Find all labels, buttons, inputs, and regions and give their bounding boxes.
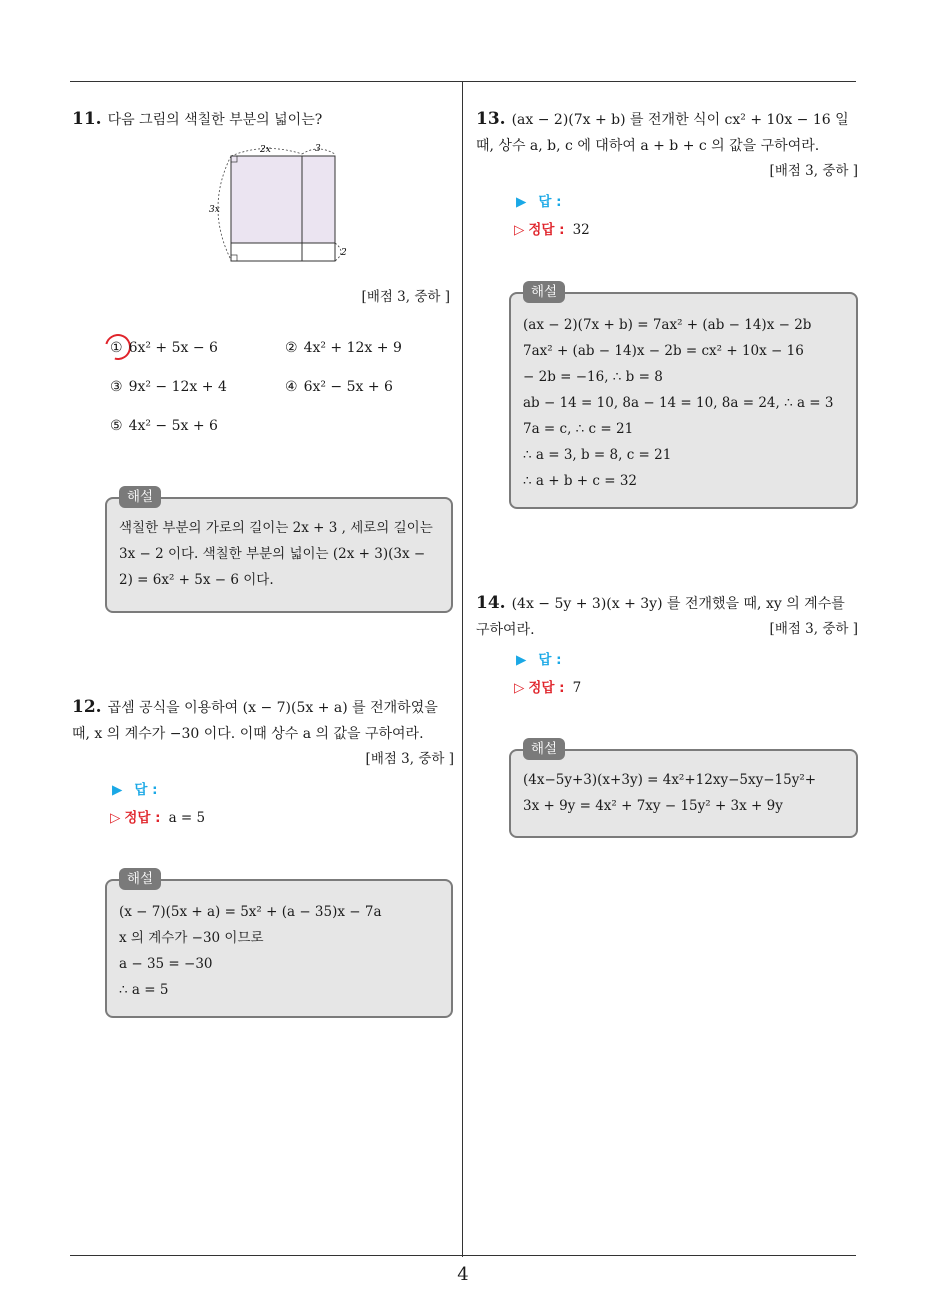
correct-answer-row (110, 806, 205, 826)
answer-label: 답 : (134, 782, 158, 798)
question-13 (476, 106, 860, 159)
question-number: 13. (476, 109, 506, 129)
correct-triangle-icon: ▷ (514, 680, 525, 696)
solution-line: ∴ a + b + c = 32 (523, 473, 637, 489)
column-divider (462, 82, 463, 1257)
question-number: 14. (476, 593, 506, 613)
answer-row (516, 648, 562, 668)
solution-line: x 의 계수가 −30 이므로 (119, 930, 264, 946)
question-text: 다음 그림의 색칠한 부분의 넓이는? (107, 112, 323, 128)
question-text: 곱셈 공식을 이용하여 (x − 7)(5x + a) 를 전개하였을 때, x 의 계수가 −30 이다. 이때 상수 a 의 값을 구하여라. (72, 700, 438, 742)
choice-mark: ⑤ (110, 418, 123, 434)
choice-mark: ④ (285, 379, 298, 395)
correct-triangle-icon: ▷ (110, 810, 121, 826)
solution-line: (x − 7)(5x + a) = 5x² + (a − 35)x − 7a (119, 904, 382, 920)
correct-value: 32 (572, 222, 590, 238)
figure-label-2: 2 (341, 248, 347, 258)
header-rule (70, 81, 856, 82)
answer-triangle-icon: ▶ (516, 194, 527, 210)
figure-rectangle (205, 140, 355, 265)
question-text: (ax − 2)(7x + b) 를 전개한 식이 cx² + 10x − 16 일 때, 상수 a, b, c 에 대하여 a + b + c 의 값을 구하여라. (476, 112, 849, 154)
page-number: 4 (457, 1264, 469, 1285)
solution-tag: 해설 (119, 868, 161, 890)
solution-line: 7ax² + (ab − 14)x − 2b = cx² + 10x − 16 (523, 343, 804, 359)
choice-4[interactable] (285, 379, 393, 395)
question-12 (72, 694, 456, 747)
solution-line: ∴ a = 3, b = 8, c = 21 (523, 447, 672, 463)
solution-tag: 해설 (523, 281, 565, 303)
solution-text: 색칠한 부분의 가로의 길이는 2x + 3 , 세로의 길이는 3x − 2 이다. 색칠한 부분의 넓이는 (2x + 3)(3x − 2) = 6x² + 5x − 6 이다. (119, 520, 433, 588)
choice-3[interactable] (110, 379, 227, 395)
figure-label-3x: 3x (209, 205, 220, 215)
solution-box (509, 749, 858, 838)
solution-line: (ax − 2)(7x + b) = 7ax² + (ab − 14)x − 2b (523, 317, 812, 333)
points-label: [배점 3, 중하 ] (769, 163, 858, 179)
correct-answer-row (514, 218, 590, 238)
answer-triangle-icon: ▶ (516, 652, 527, 668)
solution-tag: 해설 (119, 486, 161, 508)
footer-rule (70, 1255, 856, 1256)
answer-label: 답 : (538, 194, 562, 210)
correct-label: 정답 : (528, 680, 565, 696)
correct-triangle-icon: ▷ (514, 222, 525, 238)
answer-label: 답 : (538, 652, 562, 668)
answer-triangle-icon: ▶ (112, 782, 123, 798)
solution-line: ab − 14 = 10, 8a − 14 = 10, 8a = 24, ∴ a = 3 (523, 395, 834, 411)
question-text: (4x − 5y + 3)(x + 3y) 를 전개했을 때, xy 의 계수를 구하여라. (476, 596, 845, 638)
solution-line: 7a = c, ∴ c = 21 (523, 421, 634, 437)
choice-expr: 9x² − 12x + 4 (128, 379, 227, 395)
points-label: [배점 3, 중하 ] (365, 751, 454, 767)
correct-value: 7 (572, 680, 582, 696)
solution-line: − 2b = −16, ∴ b = 8 (523, 369, 663, 385)
solution-box (105, 497, 453, 613)
figure-label-2x: 2x (260, 145, 271, 155)
answer-row (516, 190, 562, 210)
choice-expr: 4x² + 12x + 9 (303, 340, 402, 356)
choice-expr: 6x² − 5x + 6 (303, 379, 393, 395)
solution-line: a − 35 = −30 (119, 956, 213, 972)
question-11 (72, 106, 452, 133)
correct-value: a = 5 (168, 810, 206, 826)
choice-1[interactable] (110, 340, 218, 356)
points-label: [배점 3, 중하 ] (769, 621, 858, 637)
choice-2[interactable] (285, 340, 402, 356)
question-number: 12. (72, 697, 102, 717)
correct-label: 정답 : (124, 810, 161, 826)
choice-mark: ② (285, 340, 298, 356)
choice-mark: ① (110, 340, 123, 356)
choice-mark: ③ (110, 379, 123, 395)
choice-expr: 6x² + 5x − 6 (128, 340, 218, 356)
correct-answer-row (514, 676, 581, 696)
solution-line: ∴ a = 5 (119, 982, 169, 998)
choice-expr: 4x² − 5x + 6 (128, 418, 218, 434)
solution-line: (4x−5y+3)(x+3y) = 4x²+12xy−5xy−15y²+ (523, 772, 817, 788)
answer-row (112, 778, 158, 798)
points-label: [배점 3, 중하 ] (361, 289, 450, 305)
figure-label-3: 3 (315, 144, 321, 154)
solution-box (105, 879, 453, 1018)
question-number: 11. (72, 109, 102, 129)
choice-5[interactable] (110, 418, 218, 434)
solution-box (509, 292, 858, 509)
correct-label: 정답 : (528, 222, 565, 238)
solution-tag: 해설 (523, 738, 565, 760)
solution-line: 3x + 9y = 4x² + 7xy − 15y² + 3x + 9y (523, 798, 783, 814)
